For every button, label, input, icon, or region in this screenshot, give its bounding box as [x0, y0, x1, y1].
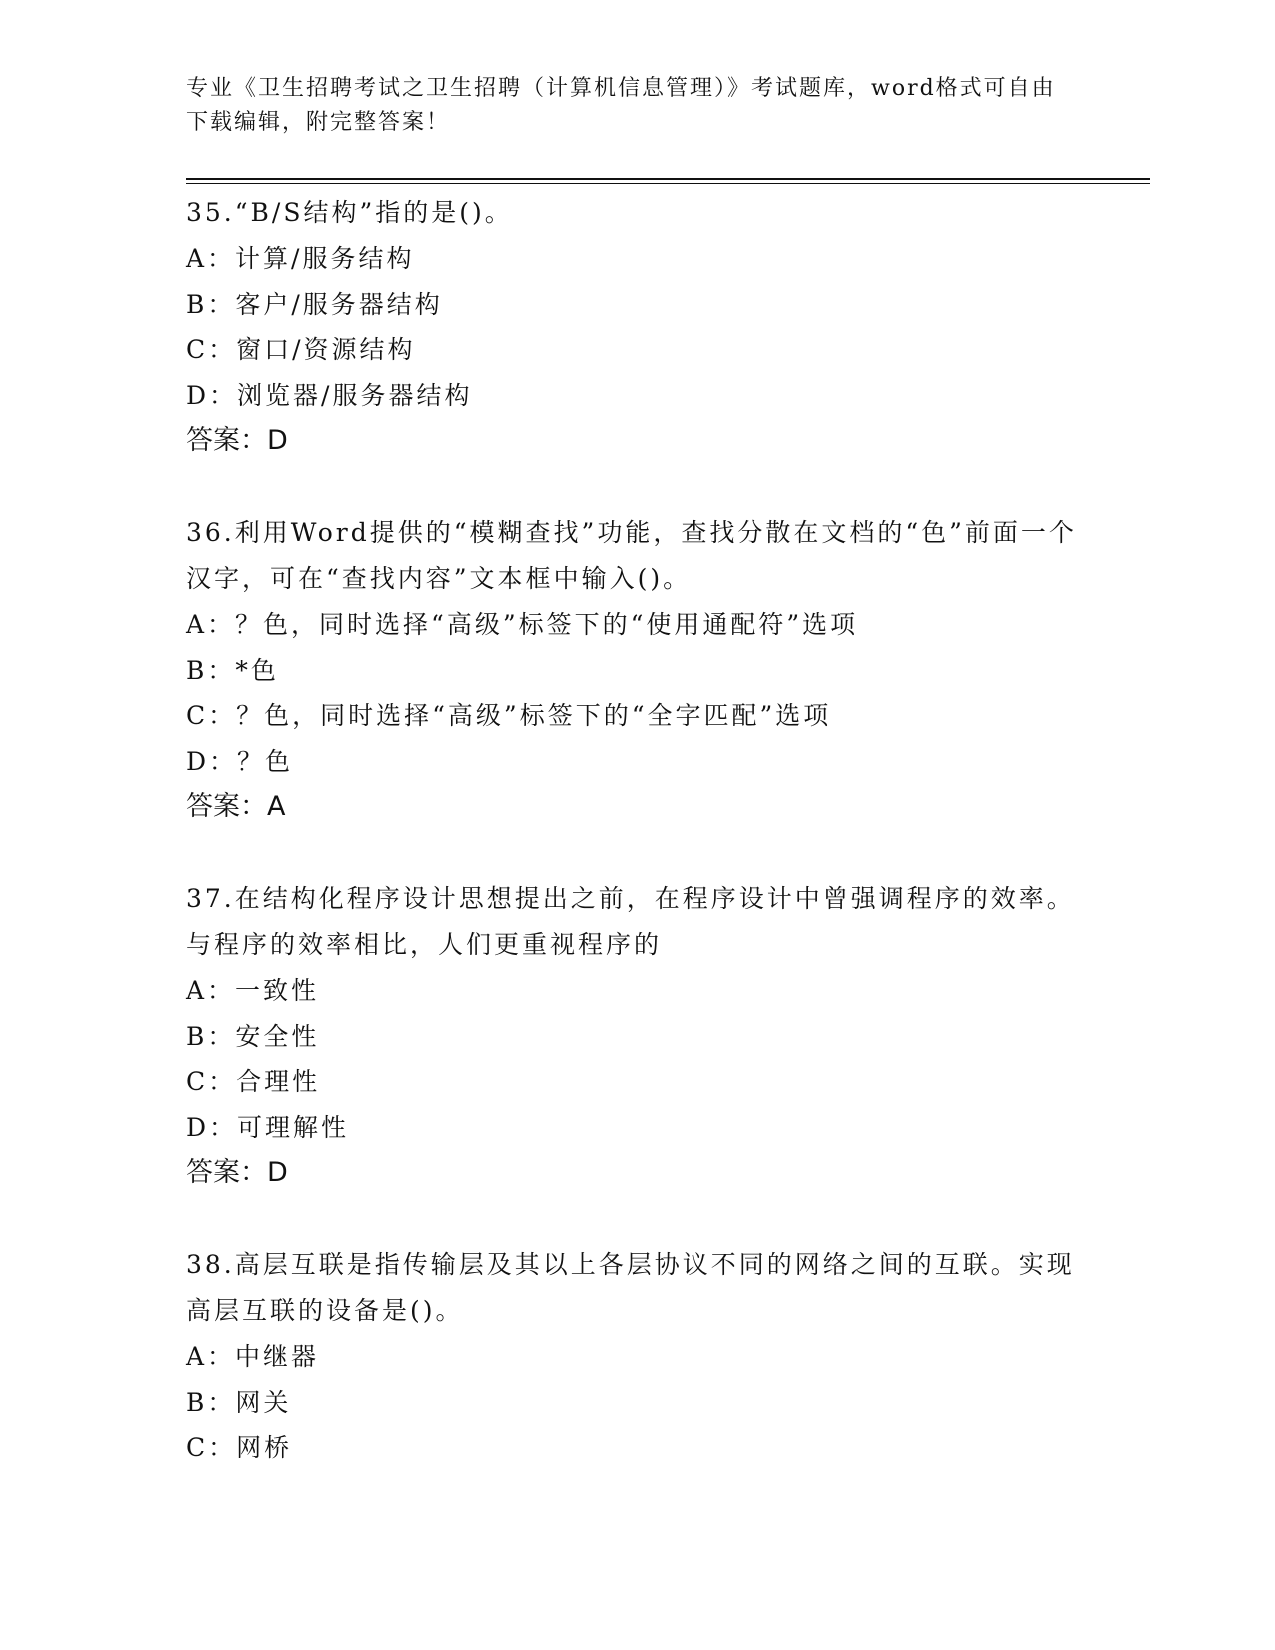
- answer-line: 答案：D: [186, 1157, 288, 1188]
- option-a: A：中继器: [186, 1342, 320, 1371]
- question-stem: 36.利用Word提供的“模糊查找”功能，查找分散在文档的“色”前面一个汉字，可在“查找内容”文本框中输入()。: [186, 518, 1077, 593]
- question-35: [186, 190, 1086, 464]
- header-rule-thin: [186, 183, 1150, 184]
- answer-line: 答案：A: [186, 791, 286, 822]
- question-stem: 35.“B/S结构”指的是()。: [186, 198, 513, 227]
- question-37: [186, 876, 1086, 1196]
- option-a: A：计算/服务结构: [186, 244, 415, 273]
- option-c: C：网桥: [186, 1433, 293, 1462]
- option-d: D：浏览器/服务器结构: [186, 380, 473, 410]
- answer-line: 答案：D: [186, 425, 288, 456]
- option-b: B：*色: [186, 655, 279, 685]
- option-a: A：一致性: [186, 976, 320, 1005]
- option-d: D：？色: [186, 746, 294, 776]
- option-a: A：？色，同时选择“高级”标签下的“使用通配符”选项: [186, 610, 859, 639]
- document-header: 专业《卫生招聘考试之卫生招聘（计算机信息管理）》考试题库，word格式可自由下载编辑，附完整答案！: [186, 76, 1056, 135]
- option-c: C：窗口/资源结构: [186, 335, 416, 364]
- question-list: [186, 190, 1086, 1517]
- option-b: B：客户/服务器结构: [186, 289, 443, 319]
- option-b: B：网关: [186, 1387, 292, 1417]
- option-c: C：？色，同时选择“高级”标签下的“全字匹配”选项: [186, 701, 832, 730]
- option-d: D：可理解性: [186, 1112, 350, 1142]
- option-c: C：合理性: [186, 1067, 321, 1096]
- option-b: B：安全性: [186, 1021, 320, 1051]
- question-stem: 38.高层互联是指传输层及其以上各层协议不同的网络之间的互联。实现高层互联的设备是()。: [186, 1250, 1075, 1325]
- question-stem: 37.在结构化程序设计思想提出之前，在程序设计中曾强调程序的效率。与程序的效率相比，人们更重视程序的: [186, 884, 1075, 959]
- header-rule-thick: [186, 178, 1150, 180]
- question-38: [186, 1242, 1086, 1471]
- question-36: [186, 510, 1086, 830]
